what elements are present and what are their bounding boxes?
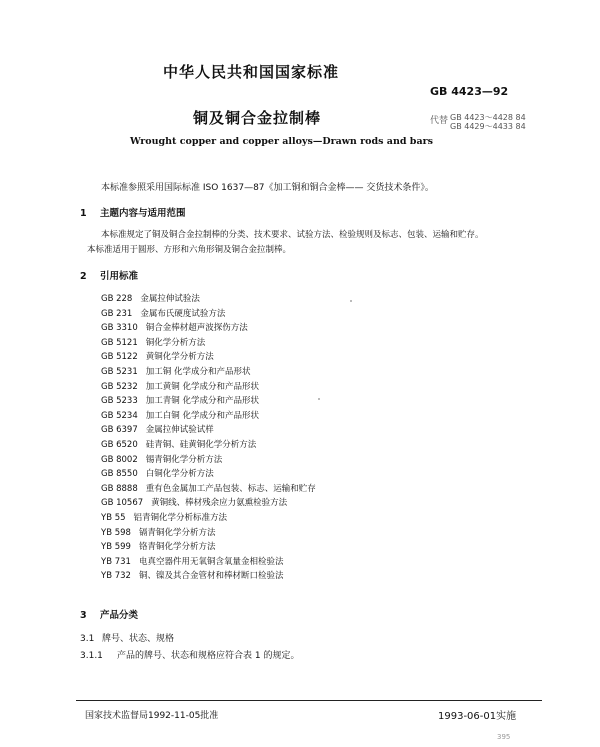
reference-name: 铜合金棒材超声波探伤方法 — [145, 323, 248, 334]
reference-row — [101, 365, 250, 377]
reference-name: 加工白铜 化学成分和产品形状 — [145, 410, 259, 421]
standard-number: GB 4423—92 — [430, 85, 509, 98]
approval-note: 国家技术监督局1992-11-05批准 — [85, 711, 219, 721]
reference-row — [101, 555, 283, 567]
reference-row — [101, 569, 283, 581]
reference-row — [101, 438, 256, 450]
reference-code: YB 55 — [101, 513, 126, 523]
reference-name: 加工青铜 化学成分和产品形状 — [145, 396, 259, 407]
reference-name: 金属布氏硬度试验方法 — [140, 308, 226, 319]
reference-code: GB 228 — [101, 294, 133, 304]
reference-row — [101, 526, 215, 538]
reference-name: 黄铜线、棒材残余应力氨熏检验方法 — [151, 498, 288, 509]
reference-name: 电真空器件用无氧铜含氧量金相检验法 — [138, 556, 284, 567]
reference-name: 黄铜化学分析方法 — [145, 352, 214, 363]
section-3-heading — [80, 607, 138, 621]
reference-name: 铝青铜化学分析标准方法 — [133, 513, 228, 523]
reference-name: 铜化学分析方法 — [145, 337, 206, 348]
reference-row — [101, 292, 200, 304]
subsection-number: 3.1 — [80, 634, 95, 644]
replaces-item: GB 4429～4433 84 — [450, 122, 526, 131]
reference-row — [101, 336, 205, 348]
reference-code: GB 3310 — [101, 323, 138, 334]
reference-row — [101, 453, 222, 465]
section-title: 引用标准 — [100, 271, 139, 282]
subsection-number: 3.1.1 — [80, 651, 103, 661]
reference-code: YB 599 — [101, 542, 131, 553]
reference-code: GB 5231 — [101, 367, 138, 377]
reference-code: GB 5121 — [101, 337, 138, 348]
reference-code: GB 8550 — [101, 469, 138, 480]
reference-code: GB 5122 — [101, 352, 138, 363]
implementation-date: 1993-06-01实施 — [438, 711, 517, 722]
reference-code: GB 5234 — [101, 410, 138, 421]
reference-row — [101, 423, 214, 435]
section-1-line: 本标准适用于圆形、方形和六角形铜及铜合金拉制棒。 — [87, 245, 292, 255]
reference-name: 重有色金属加工产品包装、标志、运输和贮存 — [145, 483, 316, 494]
reference-row — [101, 482, 316, 494]
section-1-line: 本标准规定了铜及铜合金拉制棒的分类、技术要求、试验方法、检验规则及标志、包装、运输和贮存。 — [101, 230, 484, 240]
page-number: 395 — [497, 733, 511, 741]
replaces-label: 代替 — [430, 116, 449, 126]
section-number: 2 — [80, 271, 87, 282]
replaces-block — [430, 113, 526, 131]
reference-code: GB 8002 — [101, 454, 138, 465]
reference-name: 金属拉伸试验试样 — [145, 425, 214, 436]
reference-row — [101, 409, 259, 421]
subsection-3-1 — [80, 631, 174, 644]
scan-speck — [350, 300, 352, 302]
scan-speck — [318, 398, 320, 400]
reference-name: 金属拉伸试验法 — [140, 294, 200, 304]
reference-name: 白铜化学分析方法 — [145, 469, 214, 480]
reference-name: 铜、镍及其合金管材和棒材断口检验法 — [138, 571, 284, 582]
subsection-text: 产品的牌号、状态和规格应符合表 1 的规定。 — [117, 651, 300, 661]
replaces-item: GB 4423～4428 84 — [450, 113, 526, 122]
reference-row — [101, 321, 248, 333]
reference-row — [101, 496, 287, 508]
reference-name: 镉青铜化学分析方法 — [138, 527, 216, 538]
reference-code: YB 732 — [101, 571, 131, 582]
reference-row — [101, 394, 259, 406]
reference-row — [101, 467, 214, 479]
section-number: 1 — [80, 208, 87, 219]
reference-code: GB 231 — [101, 308, 133, 319]
reference-row — [101, 380, 259, 392]
section-2-heading — [80, 268, 138, 282]
section-number: 3 — [80, 610, 87, 621]
subsection-title: 牌号、状态、规格 — [102, 634, 175, 644]
footer-rule — [76, 700, 542, 701]
reference-name: 铬青铜化学分析方法 — [138, 542, 216, 553]
reference-name: 加工黄铜 化学成分和产品形状 — [145, 381, 259, 392]
reference-code: GB 8888 — [101, 483, 138, 494]
subsection-3-1-1 — [80, 648, 299, 661]
national-standard-title: 中华人民共和国国家标准 — [163, 63, 340, 81]
reference-code: GB 6397 — [101, 425, 138, 436]
section-title: 主题内容与适用范围 — [100, 208, 186, 219]
reference-code: GB 6520 — [101, 440, 138, 450]
reference-code: GB 5232 — [101, 381, 138, 392]
reference-row — [101, 307, 225, 319]
reference-row — [101, 511, 227, 523]
reference-row — [101, 540, 215, 552]
document-title-cn: 铜及铜合金拉制棒 — [193, 109, 322, 127]
reference-code: YB 731 — [101, 556, 131, 567]
section-title: 产品分类 — [100, 610, 139, 621]
reference-code: GB 5233 — [101, 396, 138, 407]
reference-code: YB 598 — [101, 527, 131, 538]
section-1-heading — [80, 205, 186, 219]
document-title-en: Wrought copper and copper alloys—Drawn rods and bars — [130, 136, 433, 147]
reference-code: GB 10567 — [101, 498, 144, 509]
intro-paragraph: 本标准参照采用国际标准 ISO 1637—87《加工铜和铜合金棒—— 交货技术条件》。 — [101, 183, 434, 193]
reference-name: 加工铜 化学成分和产品形状 — [145, 367, 251, 377]
reference-row — [101, 350, 214, 362]
reference-name: 锡青铜化学分析方法 — [145, 454, 223, 465]
reference-name: 硅青铜、硅黄铜化学分析方法 — [145, 440, 257, 450]
